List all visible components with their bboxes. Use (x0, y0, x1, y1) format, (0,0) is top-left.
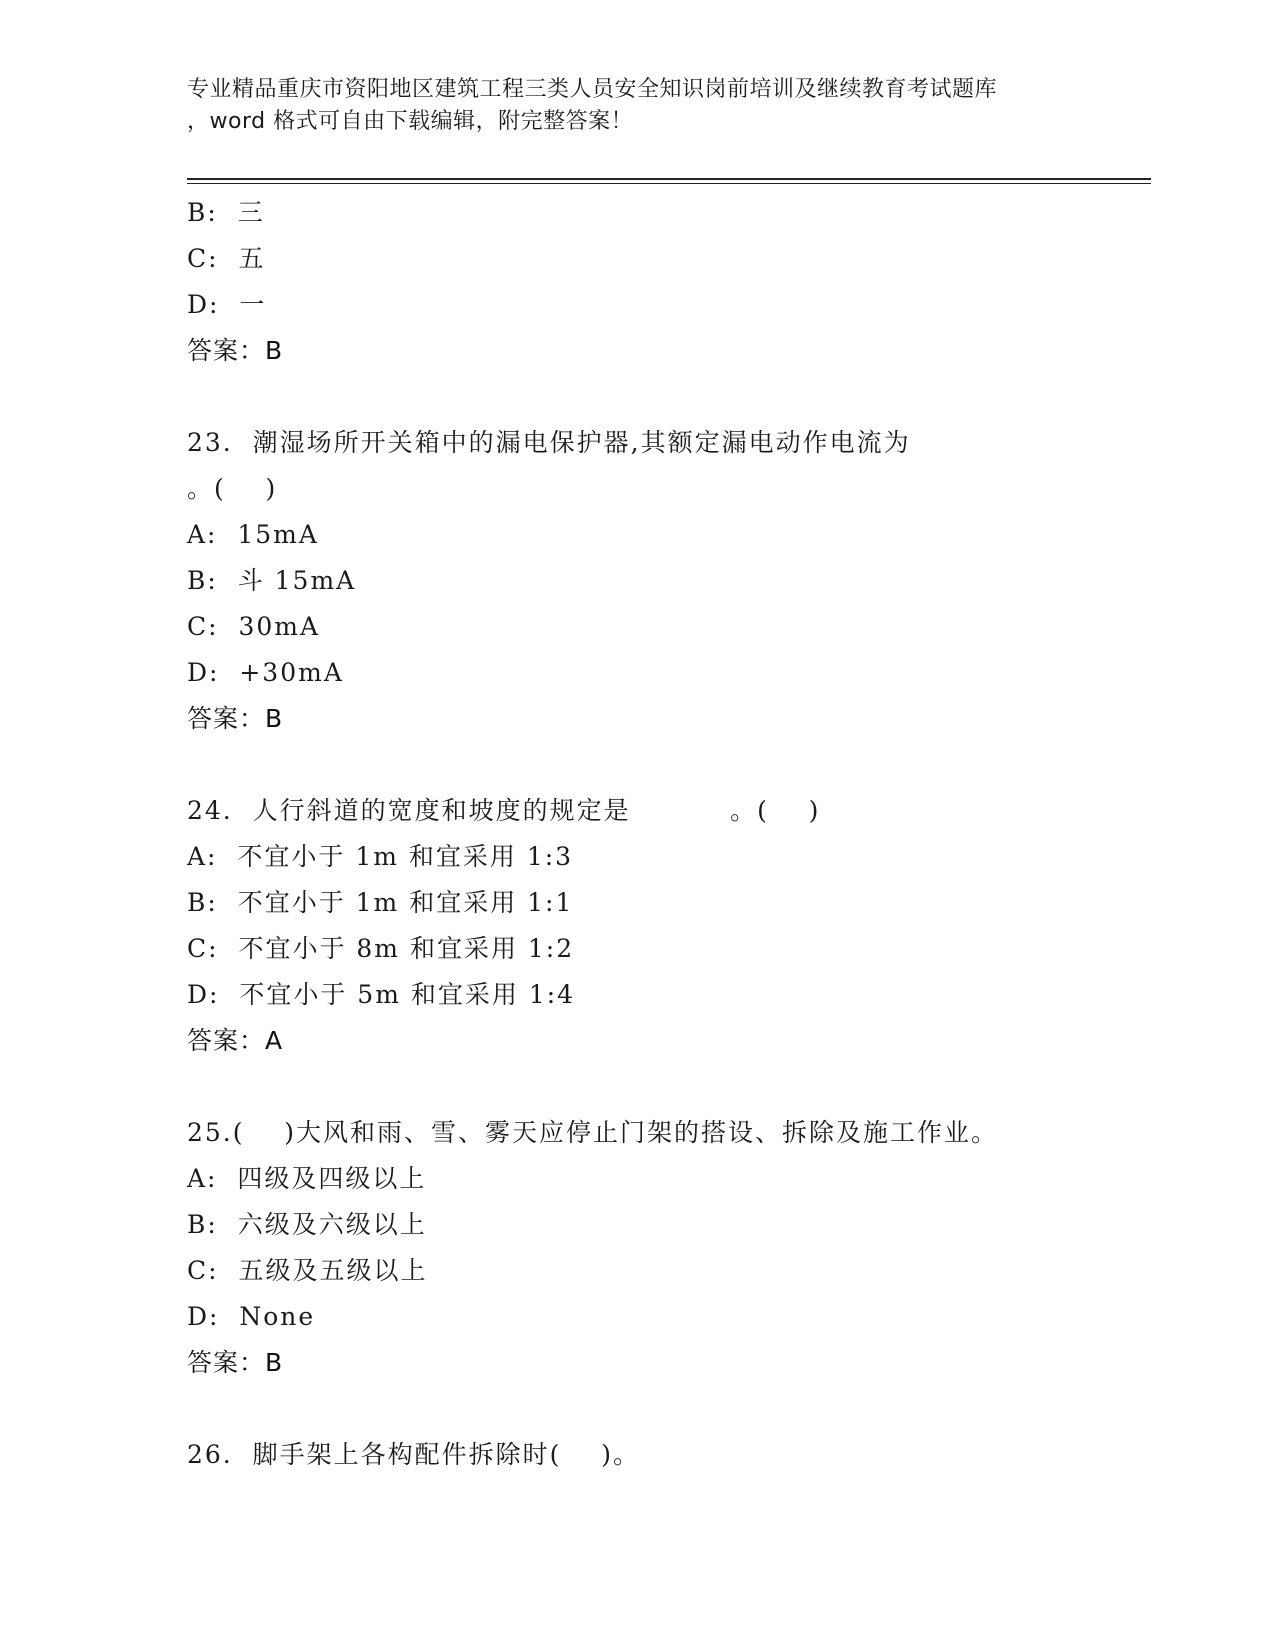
option-c: C: 30mA (187, 612, 321, 641)
document-header (187, 74, 1087, 138)
option-c: C: 五 (187, 244, 266, 273)
question-25 (187, 1110, 1147, 1386)
option-d: D: +30mA (187, 658, 344, 687)
answer-line: 答案：B (187, 704, 284, 733)
spacer (187, 1064, 1147, 1110)
answer-line: 答案：B (187, 1348, 284, 1377)
header-subtitle-line: ，word 格式可自由下载编辑，附完整答案！ (187, 109, 634, 134)
spacer (187, 1386, 1147, 1432)
question-24 (187, 788, 1147, 1064)
option-d: D: 不宜小于 5m 和宜采用 1:4 (187, 980, 576, 1009)
option-d: D: 一 (187, 290, 267, 319)
answer-line: 答案：A (187, 1026, 284, 1055)
option-b: B: 不宜小于 1m 和宜采用 1:1 (187, 888, 574, 917)
question-stem: 26. 脚手架上各构配件拆除时( )。 (187, 1440, 640, 1469)
option-b: B: 六级及六级以上 (187, 1210, 427, 1239)
question-stem: 24. 人行斜道的宽度和坡度的规定是 。( ) (187, 796, 821, 825)
question-stem-continued: 。( ) (187, 474, 278, 503)
option-a: A: 不宜小于 1m 和宜采用 1:3 (187, 842, 574, 871)
header-divider-thick (187, 178, 1151, 180)
option-a: A: 15mA (187, 520, 319, 549)
question-list (187, 190, 1147, 1478)
question-stem: 23. 潮湿场所开关箱中的漏电保护器,其额定漏电动作电流为 (187, 428, 911, 457)
option-c: C: 不宜小于 8m 和宜采用 1:2 (187, 934, 575, 963)
option-d: D: None (187, 1302, 316, 1331)
question-stem: 25.( )大风和雨、雪、雾天应停止门架的搭设、拆除及施工作业。 (187, 1118, 999, 1147)
spacer (187, 742, 1147, 788)
option-c: C: 五级及五级以上 (187, 1256, 428, 1285)
option-b: B: 斗 15mA (187, 566, 357, 595)
header-title-line: 专业精品重庆市资阳地区建筑工程三类人员安全知识岗前培训及继续教育考试题库 (187, 77, 998, 102)
question-22-tail (187, 190, 1147, 374)
answer-line: 答案：B (187, 336, 284, 365)
question-23 (187, 420, 1147, 742)
option-b: B: 三 (187, 198, 265, 227)
spacer (187, 374, 1147, 420)
header-divider-thin (187, 183, 1151, 184)
option-a: A: 四级及四级以上 (187, 1164, 427, 1193)
question-26 (187, 1432, 1147, 1478)
